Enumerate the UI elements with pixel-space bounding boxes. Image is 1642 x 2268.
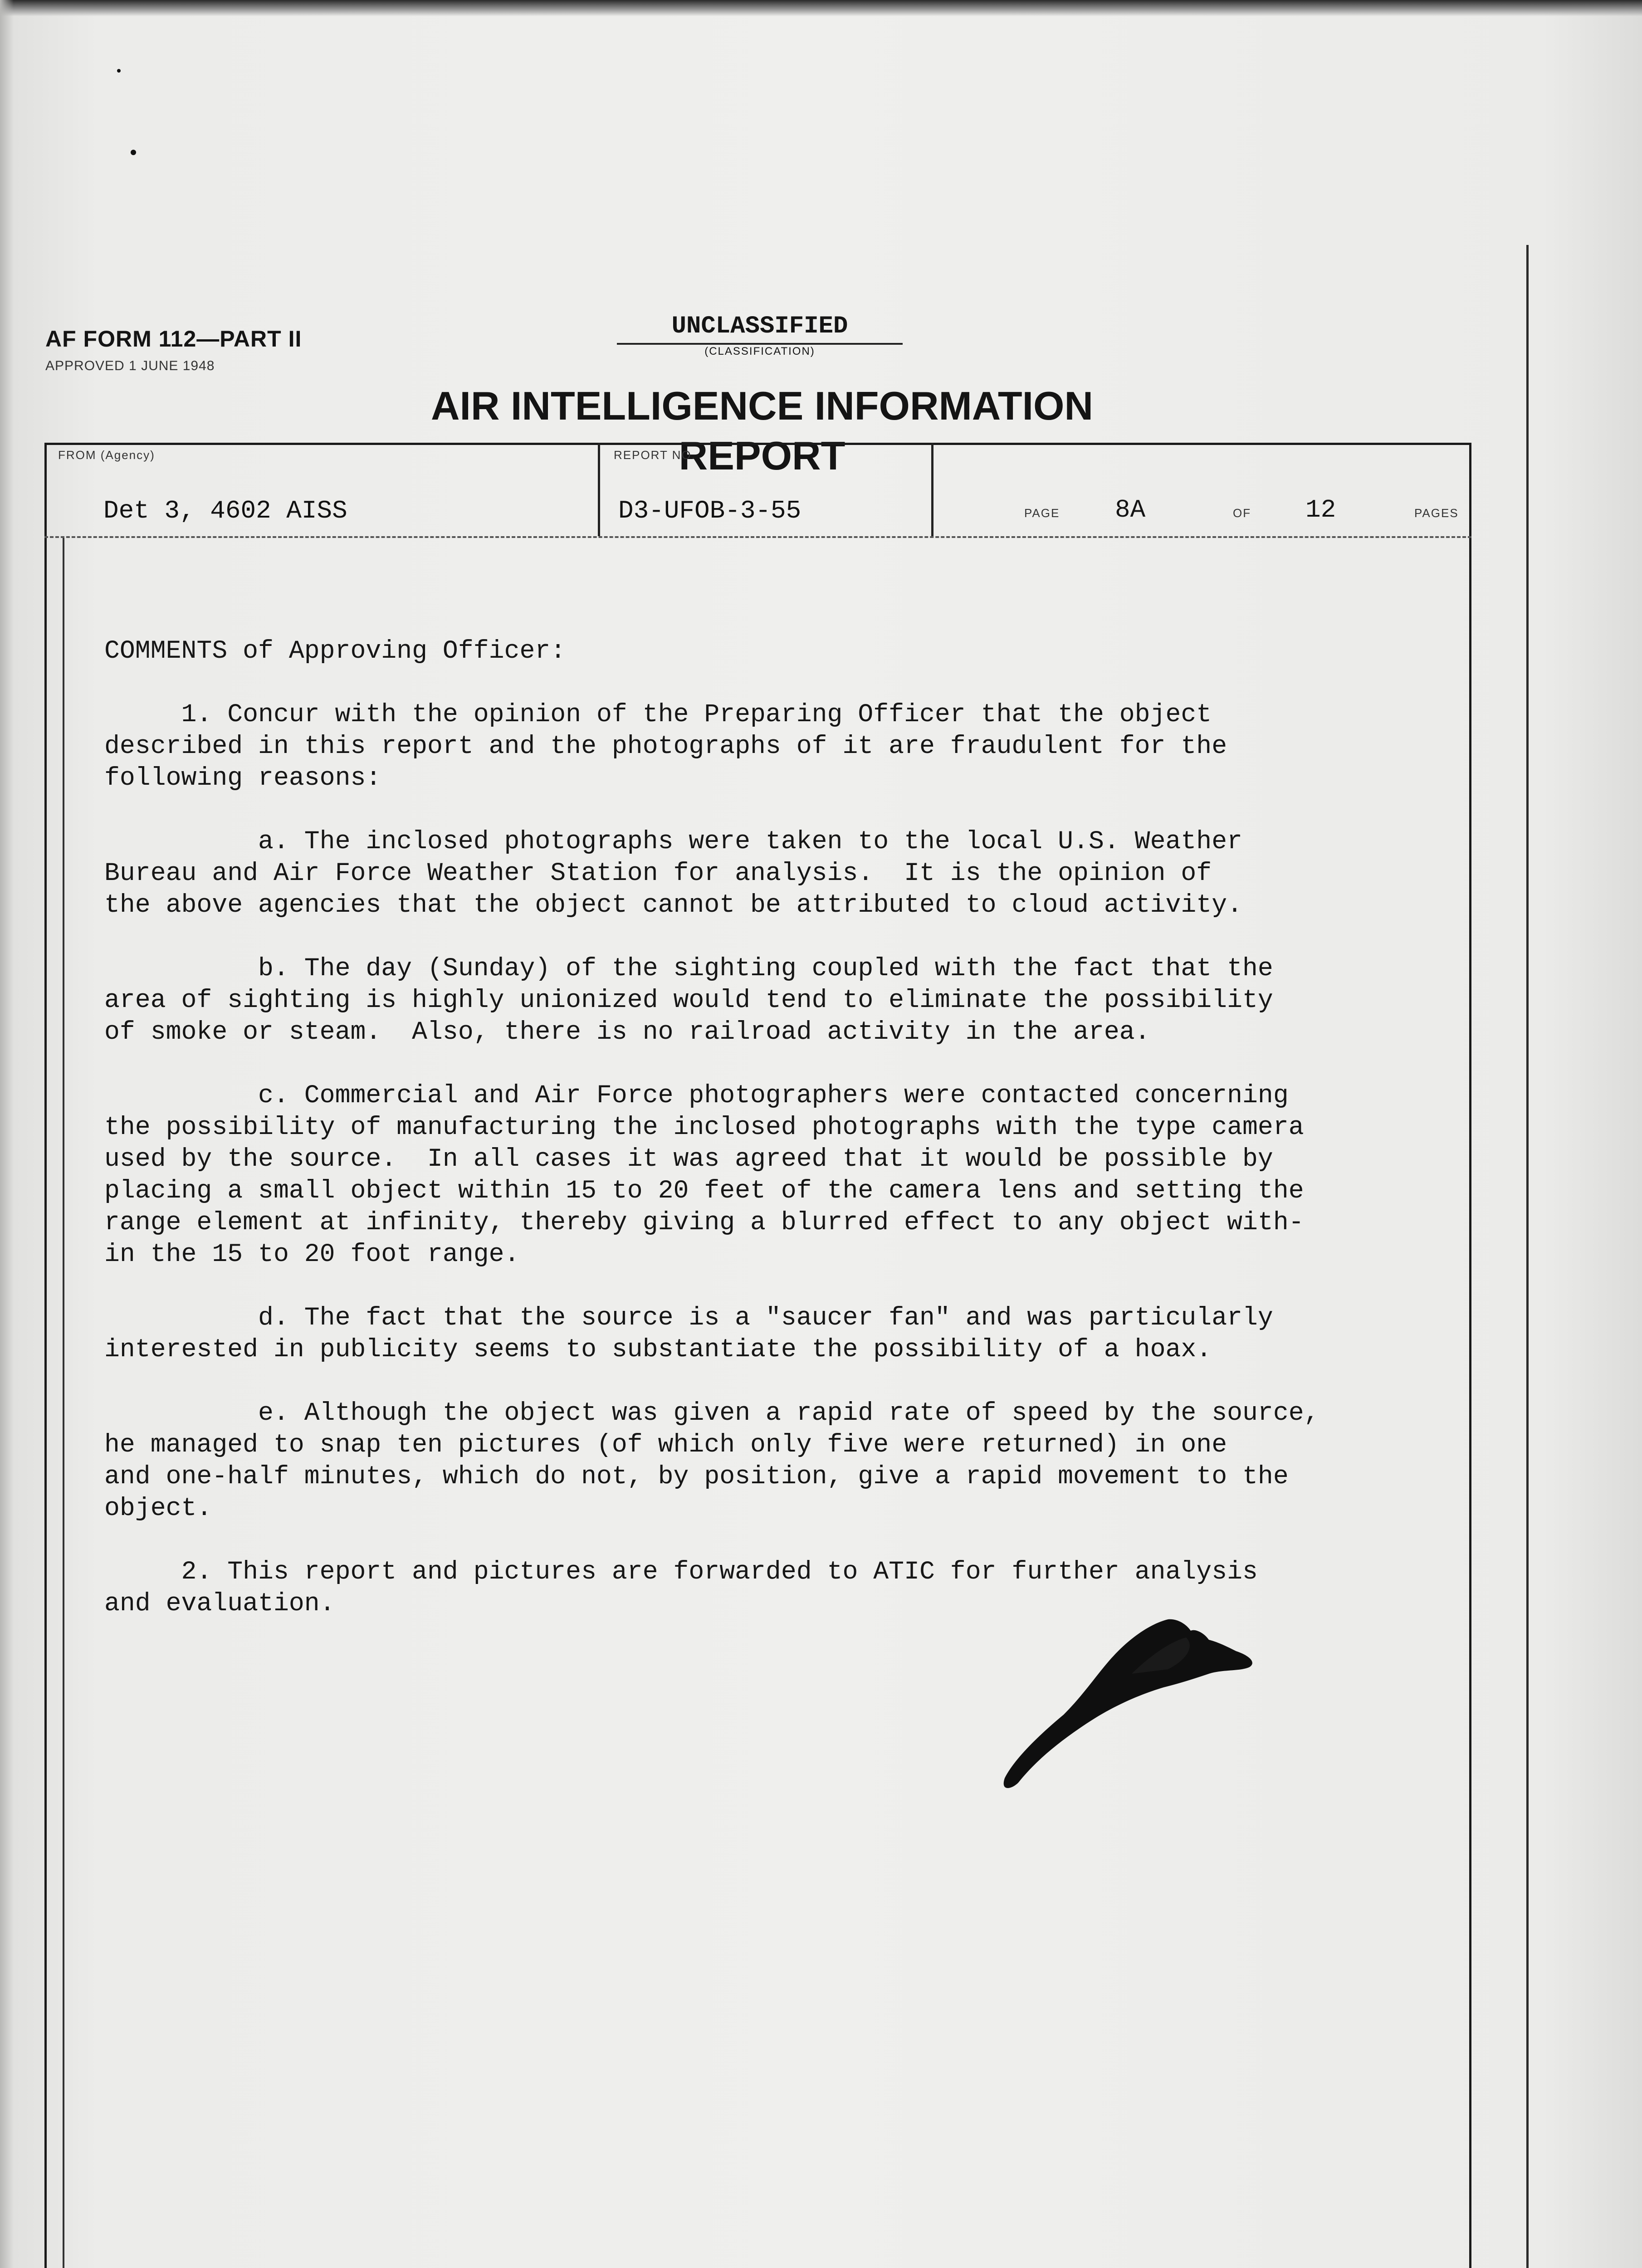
scan-speck bbox=[117, 69, 121, 73]
page-label: PAGE bbox=[1024, 506, 1060, 520]
page-cell bbox=[933, 443, 1469, 536]
paragraph-d-line: interested in publicity seems to substantiate the possibility of a hoax. bbox=[104, 1335, 1212, 1364]
paragraph-c-line: placing a small object within 15 to 20 feet of the camera lens and setting the bbox=[104, 1176, 1304, 1205]
paragraph-b-line: area of sighting is highly unionized would tend to eliminate the possibility bbox=[104, 986, 1273, 1015]
signature-blot bbox=[996, 1615, 1259, 1796]
paragraph-a-line: a. The inclosed photographs were taken to the local U.S. Weather bbox=[104, 827, 1243, 856]
page-edge-line bbox=[1526, 245, 1529, 2268]
paragraph-c-line: in the 15 to 20 foot range. bbox=[104, 1240, 520, 1269]
scan-speck bbox=[131, 150, 136, 155]
paragraph-1-line: described in this report and the photographs of it are fraudulent for the bbox=[104, 732, 1227, 761]
page-number: 8A bbox=[1115, 495, 1146, 524]
pages-label: PAGES bbox=[1414, 506, 1459, 520]
paragraph-c-line: used by the source. In all cases it was agreed that it would be possible by bbox=[104, 1144, 1273, 1173]
report-number-label: REPORT NO. bbox=[614, 448, 696, 462]
paragraph-e-line: and one-half minutes, which do not, by position, give a rapid movement to the bbox=[104, 1462, 1289, 1491]
paragraph-b-line: b. The day (Sunday) of the sighting coupled with the fact that the bbox=[104, 954, 1273, 983]
form-approved-date: APPROVED 1 JUNE 1948 bbox=[45, 358, 215, 373]
scan-left-edge bbox=[0, 0, 14, 2268]
report-body bbox=[104, 635, 1411, 1619]
report-number-value: D3-UFOB-3-55 bbox=[618, 496, 801, 525]
paragraph-b-line: of smoke or steam. Also, there is no railroad activity in the area. bbox=[104, 1017, 1150, 1046]
paragraph-d-line: d. The fact that the source is a "saucer fan" and was particularly bbox=[104, 1303, 1273, 1332]
form-name: AF FORM 112—PART II bbox=[45, 326, 302, 352]
of-label: OF bbox=[1233, 506, 1251, 520]
comments-heading: COMMENTS of Approving Officer: bbox=[104, 636, 566, 665]
classification-value: UNCLASSIFIED bbox=[671, 313, 848, 340]
paragraph-2-line: 2. This report and pictures are forwarded to ATIC for further analysis bbox=[104, 1557, 1258, 1586]
paragraph-a-line: Bureau and Air Force Weather Station for analysis. It is the opinion of bbox=[104, 859, 1212, 888]
paragraph-1-line: following reasons: bbox=[104, 763, 381, 792]
paragraph-c-line: c. Commercial and Air Force photographers were contacted concerning bbox=[104, 1081, 1289, 1110]
paragraph-a-line: the above agencies that the object cannot be attributed to cloud activity. bbox=[104, 890, 1243, 919]
paragraph-e-line: object. bbox=[104, 1494, 212, 1523]
paragraph-2-line: and evaluation. bbox=[104, 1589, 335, 1618]
from-cell bbox=[44, 443, 600, 536]
total-pages: 12 bbox=[1305, 495, 1336, 524]
classification-label: (CLASSIFICATION) bbox=[704, 345, 815, 357]
scan-top-edge bbox=[0, 0, 1642, 16]
paragraph-e-line: e. Although the object was given a rapid rate of speed by the source, bbox=[104, 1398, 1319, 1427]
report-title: AIR INTELLIGENCE INFORMATION REPORT bbox=[430, 383, 1094, 478]
paragraph-c-line: range element at infinity, thereby giving a blurred effect to any object with- bbox=[104, 1208, 1304, 1237]
from-label: FROM (Agency) bbox=[58, 448, 155, 462]
classification-top bbox=[617, 312, 903, 358]
report-number-cell bbox=[600, 443, 933, 536]
paragraph-1-line: 1. Concur with the opinion of the Preparing Officer that the object bbox=[104, 700, 1212, 729]
report-header-row bbox=[44, 443, 1471, 538]
from-value: Det 3, 4602 AISS bbox=[103, 496, 347, 525]
paragraph-e-line: he managed to snap ten pictures (of which only five were returned) in one bbox=[104, 1430, 1227, 1459]
paragraph-c-line: the possibility of manufacturing the inclosed photographs with the type camera bbox=[104, 1113, 1304, 1142]
